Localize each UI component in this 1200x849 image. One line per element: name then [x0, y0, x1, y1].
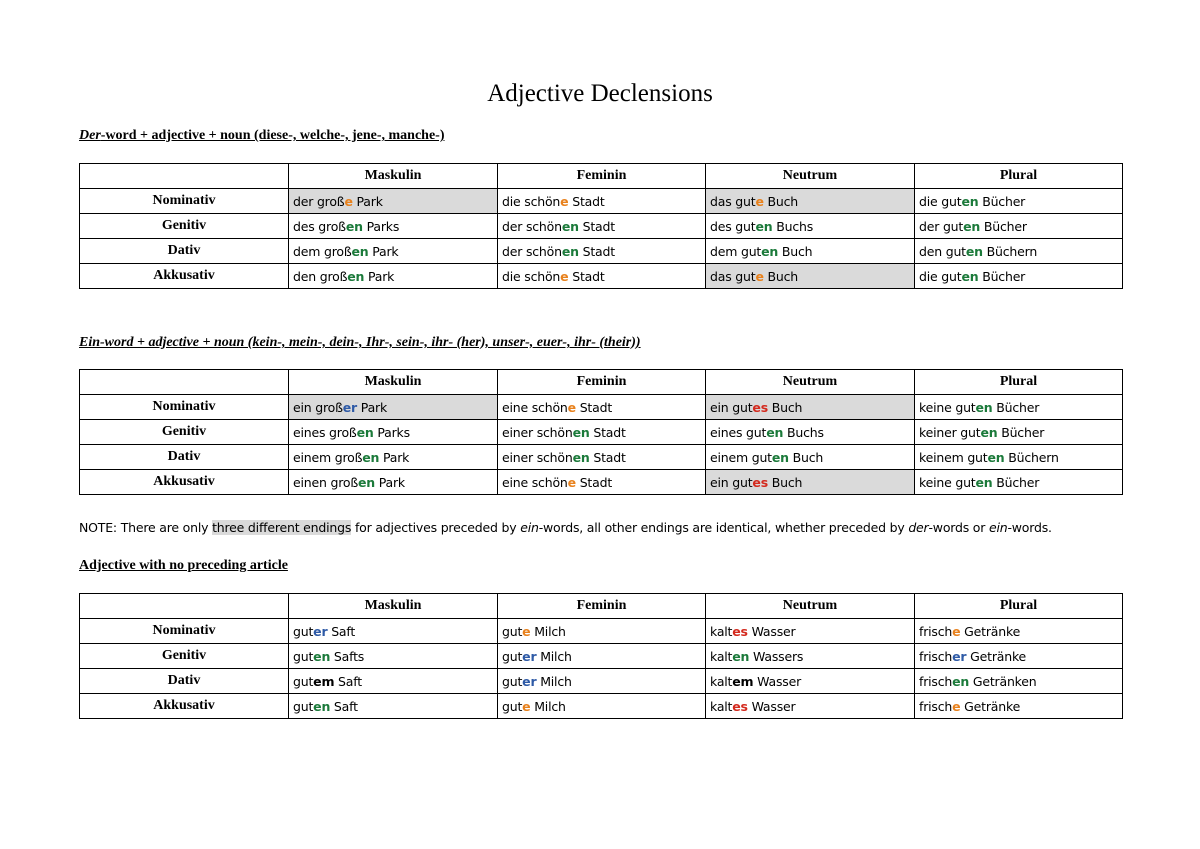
header-corner-cell: [80, 594, 289, 619]
column-header: Feminin: [498, 594, 706, 619]
table-row: [80, 214, 1123, 239]
cell-stem: gut: [293, 623, 314, 639]
table-cell: [289, 694, 498, 719]
adjective-ending: er: [522, 648, 537, 664]
note-text: [79, 520, 1052, 535]
adjective-ending: en: [961, 268, 979, 284]
cell-noun: Büchern: [1004, 449, 1059, 465]
adjective-ending: en: [732, 648, 750, 664]
table-row: [80, 239, 1123, 264]
table-header-row: [80, 164, 1123, 189]
table-cell: [915, 619, 1123, 644]
adjective-ending: es: [752, 399, 768, 415]
cell-stem: gut: [293, 698, 314, 714]
table-cell: [915, 669, 1123, 694]
adjective-ending: en: [952, 673, 970, 689]
cell-stem: keinem gut: [919, 449, 988, 465]
column-header: Neutrum: [706, 370, 915, 395]
note-italic: der: [908, 520, 929, 535]
cell-noun: Safts: [330, 648, 365, 664]
table-cell: [289, 395, 498, 420]
cell-stem: keine gut: [919, 474, 976, 490]
adjective-ending: en: [356, 424, 374, 440]
cell-noun: Stadt: [575, 474, 613, 490]
cell-stem: kalt: [710, 698, 733, 714]
cell-noun: Stadt: [589, 449, 626, 465]
case-label: Akkusativ: [80, 694, 289, 719]
adjective-ending: en: [351, 243, 369, 259]
cell-noun: Stadt: [568, 268, 605, 284]
table-cell: [706, 264, 915, 289]
table-cell: [915, 395, 1123, 420]
adjective-ending: es: [732, 623, 748, 639]
cell-noun: Buch: [763, 268, 799, 284]
table-cell: [498, 264, 706, 289]
cell-stem: der schön: [502, 243, 562, 259]
case-label: Genitiv: [80, 214, 289, 239]
adjective-ending: er: [313, 623, 328, 639]
table-header-row: [80, 370, 1123, 395]
section-heading-ein-words: Ein-word + adjective + noun (kein-, mein-, dein-, Ihr-, sein-, ihr- (her), unser-, euer-, ihr- (their)): [79, 335, 641, 350]
adjective-ending: en: [975, 474, 993, 490]
adjective-ending: es: [752, 474, 768, 490]
adjective-ending: e: [560, 268, 569, 284]
table-cell: [706, 669, 915, 694]
cell-stem: keiner gut: [919, 424, 981, 440]
header-corner-cell: [80, 370, 289, 395]
table-row: [80, 445, 1123, 470]
ein-word-table: [79, 369, 1123, 495]
column-header: Maskulin: [289, 164, 498, 189]
adjective-ending: e: [755, 268, 764, 284]
adjective-ending: er: [952, 648, 967, 664]
adjective-ending: en: [572, 424, 590, 440]
cell-stem: keine gut: [919, 399, 976, 415]
adjective-ending: en: [987, 449, 1005, 465]
adjective-ending: e: [560, 193, 569, 209]
table-cell: [498, 694, 706, 719]
der-word-table: [79, 163, 1123, 289]
cell-noun: Saft: [334, 673, 362, 689]
cell-noun: Stadt: [578, 218, 615, 234]
table-cell: [915, 445, 1123, 470]
case-label: Akkusativ: [80, 264, 289, 289]
adjective-ending: en: [961, 193, 979, 209]
heading-der-rest: -word + adjective + noun (diese-, welche-, jene-, manche-): [100, 128, 445, 143]
note-part: -words.: [1007, 520, 1052, 535]
adjective-ending: e: [344, 193, 353, 209]
cell-noun: Stadt: [568, 193, 605, 209]
cell-stem: den groß: [293, 268, 348, 284]
table-row: [80, 619, 1123, 644]
table-cell: [915, 214, 1123, 239]
case-label: Dativ: [80, 669, 289, 694]
table-cell: [289, 239, 498, 264]
table-cell: [289, 264, 498, 289]
adjective-ending: en: [755, 218, 773, 234]
table-cell: [706, 644, 915, 669]
cell-stem: der groß: [293, 193, 345, 209]
table-cell: [498, 669, 706, 694]
table-cell: [706, 214, 915, 239]
heading-der-italic: Der: [79, 128, 101, 143]
cell-noun: Wasser: [753, 673, 802, 689]
cell-stem: gut: [293, 673, 314, 689]
cell-stem: des gut: [710, 218, 756, 234]
table-cell: [915, 264, 1123, 289]
cell-noun: Parks: [373, 424, 410, 440]
table-cell: [498, 214, 706, 239]
note-part: for adjectives preceded by: [351, 520, 521, 535]
adjective-ending: en: [313, 648, 331, 664]
note-part: -words or: [928, 520, 989, 535]
table-cell: [498, 189, 706, 214]
adjective-ending: en: [980, 424, 998, 440]
cell-stem: kalt: [710, 623, 733, 639]
table-cell: [915, 420, 1123, 445]
table-row: [80, 470, 1123, 495]
table-cell: [706, 445, 915, 470]
cell-noun: Park: [374, 474, 405, 490]
adjective-ending: en: [561, 243, 579, 259]
cell-stem: frisch: [919, 698, 953, 714]
note-part: -words, all other endings are identical, whether preceded by: [538, 520, 909, 535]
table-cell: [289, 189, 498, 214]
adjective-ending: en: [313, 698, 331, 714]
section-heading-der-words: [79, 128, 445, 144]
cell-noun: Bücher: [980, 218, 1027, 234]
cell-stem: der schön: [502, 218, 562, 234]
cell-stem: kalt: [710, 673, 733, 689]
cell-noun: Büchern: [982, 243, 1038, 259]
table-cell: [915, 470, 1123, 495]
table-cell: [498, 619, 706, 644]
cell-stem: einen groß: [293, 474, 358, 490]
cell-stem: die schön: [502, 268, 561, 284]
adjective-ending: es: [732, 698, 748, 714]
page-title: Adjective Declensions: [487, 80, 713, 107]
cell-stem: eines groß: [293, 424, 357, 440]
adjective-ending: e: [522, 623, 531, 639]
adjective-ending: e: [567, 474, 576, 490]
adjective-ending: en: [975, 399, 993, 415]
table-cell: [498, 644, 706, 669]
adjective-ending: e: [567, 399, 576, 415]
table-row: [80, 644, 1123, 669]
cell-noun: Bücher: [992, 474, 1040, 490]
table-cell: [915, 239, 1123, 264]
table-cell: [289, 214, 498, 239]
cell-noun: Bücher: [997, 424, 1045, 440]
cell-stem: dem gut: [710, 243, 762, 259]
table-cell: [289, 445, 498, 470]
cell-noun: Getränken: [969, 673, 1037, 689]
cell-stem: gut: [502, 698, 523, 714]
note-italic: ein: [520, 520, 539, 535]
cell-noun: Saft: [327, 623, 356, 639]
adjective-ending: en: [965, 243, 983, 259]
case-label: Akkusativ: [80, 470, 289, 495]
table-cell: [706, 239, 915, 264]
table-cell: [706, 470, 915, 495]
table-cell: [289, 669, 498, 694]
case-label: Nominativ: [80, 619, 289, 644]
cell-noun: Milch: [536, 648, 572, 664]
cell-noun: Milch: [530, 698, 566, 714]
table-row: [80, 395, 1123, 420]
cell-stem: einem groß: [293, 449, 363, 465]
table-cell: [289, 644, 498, 669]
cell-noun: Bücher: [978, 193, 1026, 209]
cell-stem: die schön: [502, 193, 561, 209]
cell-stem: des groß: [293, 218, 346, 234]
table-cell: [915, 189, 1123, 214]
adjective-ending: er: [522, 673, 537, 689]
cell-stem: das gut: [710, 193, 756, 209]
adjective-ending: en: [771, 449, 789, 465]
case-label: Nominativ: [80, 395, 289, 420]
note-highlight: three different endings: [212, 520, 352, 535]
adjective-ending: en: [963, 218, 981, 234]
case-label: Dativ: [80, 445, 289, 470]
cell-noun: Milch: [530, 623, 566, 639]
cell-stem: eine schön: [502, 399, 568, 415]
no-article-table: [79, 593, 1123, 719]
adjective-ending: e: [522, 698, 531, 714]
table-cell: [706, 395, 915, 420]
column-header: Plural: [915, 370, 1123, 395]
adjective-ending: en: [362, 449, 380, 465]
column-header: Neutrum: [706, 594, 915, 619]
adjective-ending: en: [358, 474, 375, 490]
adjective-ending: en: [572, 449, 590, 465]
column-header: Maskulin: [289, 370, 498, 395]
cell-noun: Buch: [767, 399, 803, 415]
cell-noun: Buch: [788, 449, 824, 465]
adjective-ending: e: [952, 698, 961, 714]
table-cell: [915, 644, 1123, 669]
cell-noun: Buch: [767, 474, 803, 490]
cell-noun: Park: [352, 193, 383, 209]
cell-stem: dem groß: [293, 243, 352, 259]
column-header: Plural: [915, 594, 1123, 619]
column-header: Plural: [915, 164, 1123, 189]
adjective-ending: en: [766, 424, 784, 440]
cell-stem: ein gut: [710, 474, 753, 490]
cell-noun: Park: [368, 243, 399, 259]
adjective-ending: en: [345, 218, 363, 234]
cell-stem: gut: [502, 623, 523, 639]
cell-noun: Wasser: [747, 698, 796, 714]
case-label: Genitiv: [80, 644, 289, 669]
cell-stem: ein groß: [293, 399, 343, 415]
case-label: Genitiv: [80, 420, 289, 445]
cell-noun: Milch: [536, 673, 572, 689]
table-row: [80, 420, 1123, 445]
cell-noun: Saft: [330, 698, 358, 714]
table-cell: [706, 189, 915, 214]
adjective-ending: er: [342, 399, 358, 415]
adjective-ending: e: [952, 623, 961, 639]
table-cell: [498, 445, 706, 470]
cell-noun: Park: [357, 399, 388, 415]
table-row: [80, 694, 1123, 719]
column-header: Maskulin: [289, 594, 498, 619]
table-header-row: [80, 594, 1123, 619]
cell-noun: Buch: [778, 243, 813, 259]
column-header: Neutrum: [706, 164, 915, 189]
cell-noun: Parks: [362, 218, 400, 234]
table-cell: [706, 694, 915, 719]
cell-stem: einem gut: [710, 449, 772, 465]
adjective-ending: e: [755, 193, 764, 209]
cell-noun: Park: [364, 268, 395, 284]
cell-noun: Getränke: [960, 698, 1021, 714]
column-header: Feminin: [498, 164, 706, 189]
cell-noun: Getränke: [960, 623, 1021, 639]
header-corner-cell: [80, 164, 289, 189]
cell-stem: die gut: [919, 193, 962, 209]
cell-noun: Buchs: [783, 424, 824, 440]
cell-stem: frisch: [919, 623, 953, 639]
cell-stem: kalt: [710, 648, 733, 664]
table-cell: [289, 619, 498, 644]
adjective-ending: em: [732, 673, 754, 689]
cell-stem: einer schön: [502, 424, 573, 440]
adjective-ending: en: [347, 268, 365, 284]
adjective-ending: en: [761, 243, 779, 259]
adjective-ending: en: [561, 218, 579, 234]
cell-stem: ein gut: [710, 399, 753, 415]
case-label: Dativ: [80, 239, 289, 264]
cell-stem: der gut: [919, 218, 964, 234]
cell-noun: Buch: [763, 193, 799, 209]
column-header: Feminin: [498, 370, 706, 395]
cell-stem: eine schön: [502, 474, 568, 490]
cell-stem: gut: [293, 648, 314, 664]
adjective-ending: em: [313, 673, 335, 689]
table-cell: [289, 420, 498, 445]
cell-noun: Stadt: [578, 243, 615, 259]
cell-noun: Bücher: [992, 399, 1040, 415]
table-row: [80, 189, 1123, 214]
table-cell: [706, 619, 915, 644]
cell-stem: frisch: [919, 673, 953, 689]
note-part: NOTE: There are only: [79, 520, 213, 535]
cell-noun: Stadt: [589, 424, 626, 440]
cell-noun: Bücher: [978, 268, 1026, 284]
cell-stem: einer schön: [502, 449, 573, 465]
cell-noun: Wassers: [749, 648, 804, 664]
cell-stem: frisch: [919, 648, 953, 664]
section-heading-no-article: Adjective with no preceding article: [79, 558, 288, 573]
cell-stem: gut: [502, 648, 523, 664]
table-cell: [498, 239, 706, 264]
note-italic: ein: [988, 520, 1008, 535]
cell-noun: Stadt: [575, 399, 613, 415]
cell-stem: die gut: [919, 268, 962, 284]
cell-stem: den gut: [919, 243, 966, 259]
cell-noun: Buchs: [772, 218, 814, 234]
cell-stem: gut: [502, 673, 523, 689]
table-row: [80, 669, 1123, 694]
table-cell: [498, 395, 706, 420]
cell-noun: Getränke: [966, 648, 1027, 664]
table-cell: [915, 694, 1123, 719]
table-cell: [706, 420, 915, 445]
case-label: Nominativ: [80, 189, 289, 214]
cell-noun: Wasser: [747, 623, 796, 639]
table-row: [80, 264, 1123, 289]
cell-stem: das gut: [710, 268, 756, 284]
cell-noun: Park: [379, 449, 410, 465]
table-cell: [498, 470, 706, 495]
cell-stem: eines gut: [710, 424, 767, 440]
table-cell: [289, 470, 498, 495]
table-cell: [498, 420, 706, 445]
